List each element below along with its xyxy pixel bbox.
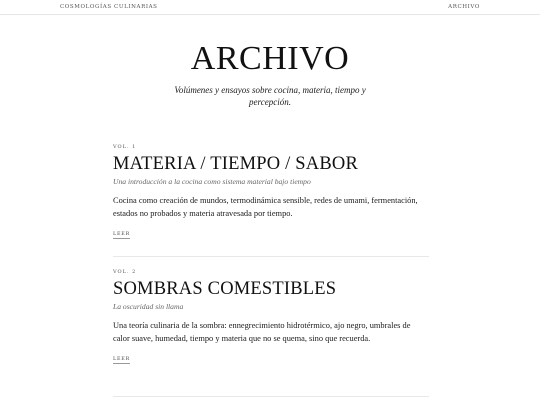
- entry-divider: [113, 396, 429, 397]
- read-button[interactable]: LEER: [113, 357, 131, 362]
- brand-link[interactable]: COSMOLOGÍAS CULINARIAS: [60, 4, 158, 10]
- volume-entry-1: [113, 144, 429, 239]
- top-bar: [0, 0, 540, 15]
- volume-subtitle: La oscuridad sin llama: [113, 302, 184, 311]
- nav-archive-link[interactable]: ARCHIVO: [448, 4, 480, 10]
- volume-title[interactable]: SOMBRAS COMESTIBLES: [113, 279, 337, 299]
- entry-divider: [113, 256, 429, 257]
- read-button[interactable]: LEER: [113, 232, 131, 237]
- volume-entry-2: [113, 269, 429, 364]
- volume-subtitle: Una introducción a la cocina como sistema material bajo tiempo: [113, 177, 311, 186]
- page-title: ARCHIVO: [190, 40, 350, 77]
- page-subtitle: Volúmenes y ensayos sobre cocina, materia, tiempo y percepción.: [174, 85, 366, 107]
- volume-title[interactable]: MATERIA / TIEMPO / SABOR: [113, 154, 358, 174]
- volume-number: VOL. 2: [113, 269, 137, 275]
- volume-description: Cocina como creación de mundos, termodinámica sensible, redes de umami, fermentación, estados no probados y materia atravesada por tiempo.: [113, 196, 418, 218]
- volume-description: Una teoría culinaria de la sombra: ennegrecimiento hidrotérmico, ajo negro, umbrales de calor suave, humedad, tiempo y materia que no se quema, sino que recuerda.: [113, 321, 411, 343]
- volume-number: VOL. 1: [113, 144, 137, 150]
